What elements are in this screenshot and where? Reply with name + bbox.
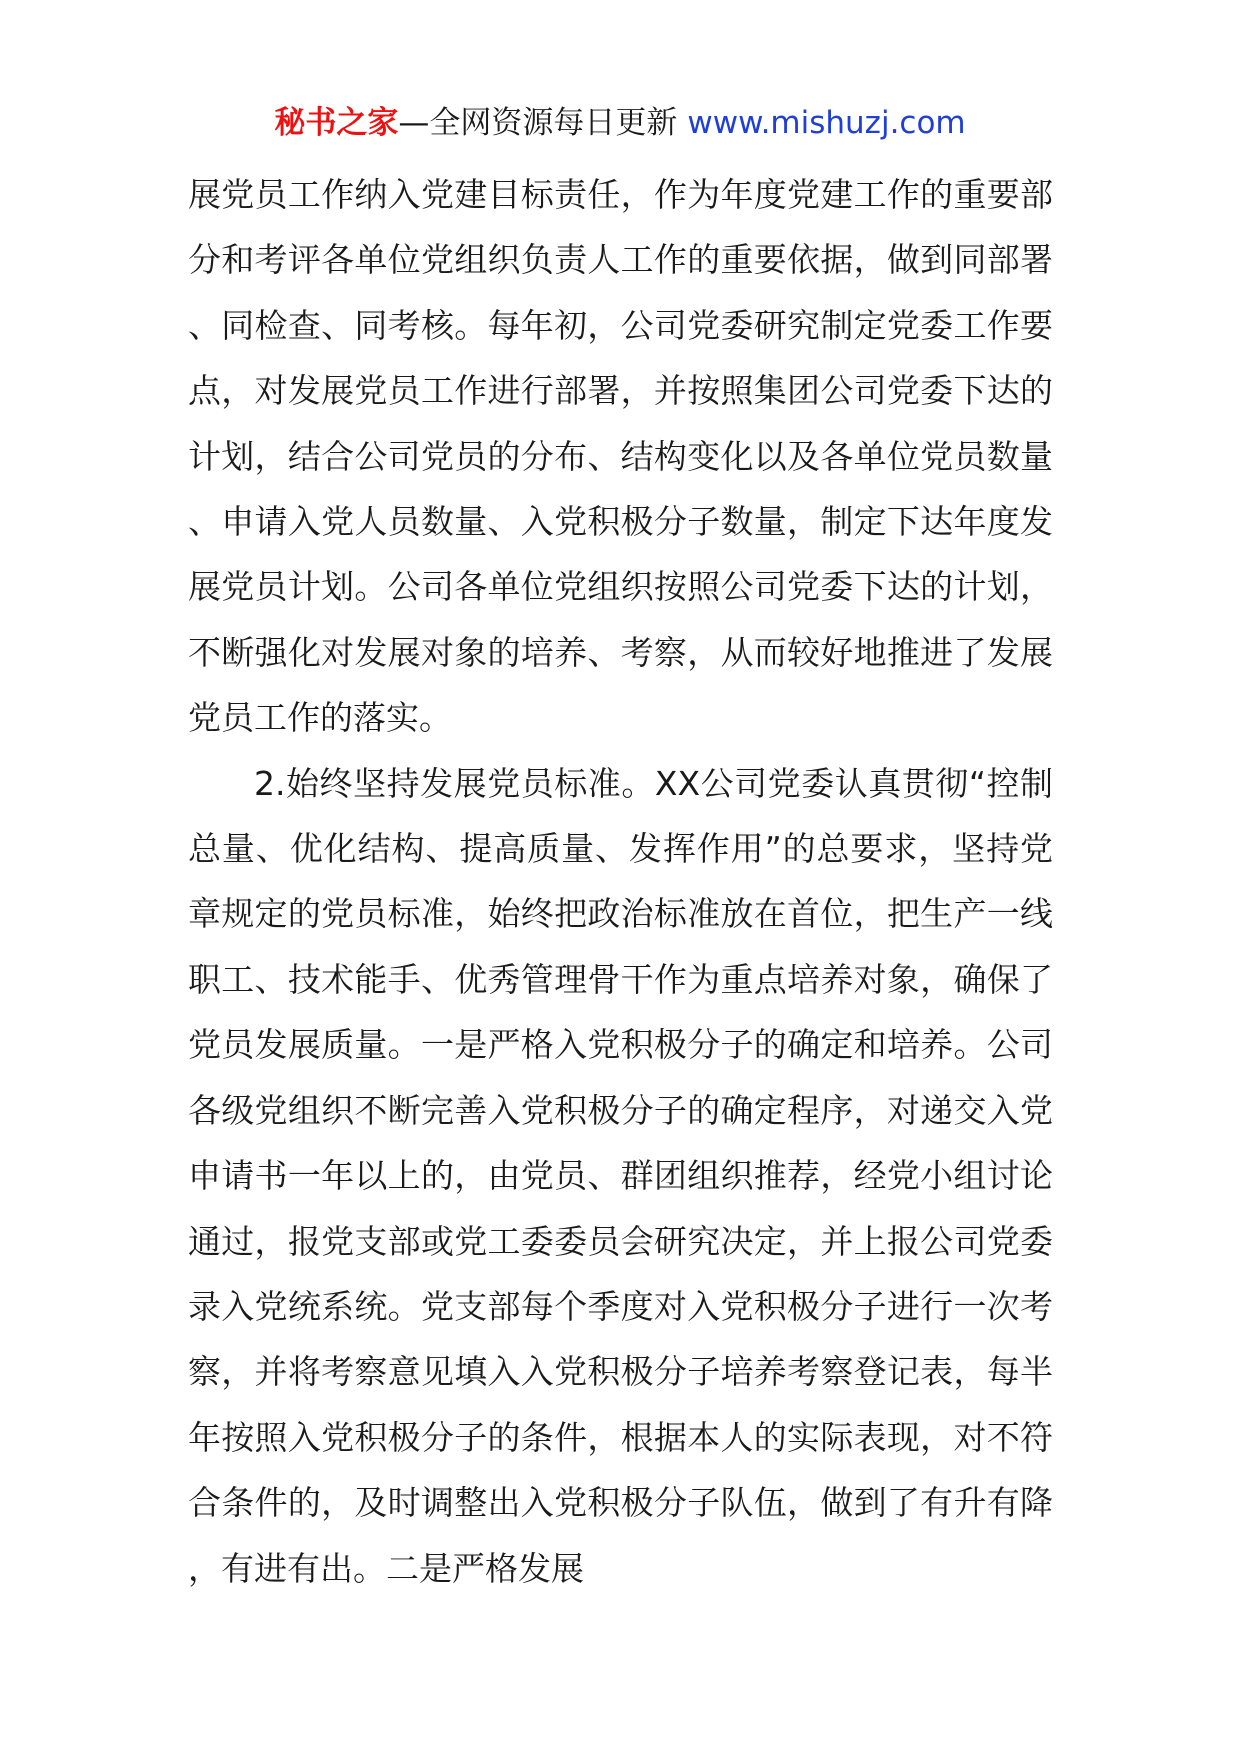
site-url-link[interactable]: www.mishuzj.com xyxy=(687,105,966,141)
brand-name: 秘书之家 xyxy=(274,105,399,141)
paragraph-section-2: 2.始终坚持发展党员标准。XX公司党委认真贯彻“控制总量、优化结构、提高质量、发挥作用”的总要求，坚持党章规定的党员标准，始终把政治标准放在首位，把生产一线职工、技术能手、优秀管理骨干作为重点培养对象，确保了党员发展质量。一是严格入党积极分子的确定和培养。公司各级党组织不断完善入党积极分子的确定程序，对递交入党申请书一年以上的，由党员、群团组织推荐，经党小组讨论通过，报党支部或党工委委员会研究决定，并上报公司党委录入党统系统。党支部每个季度对入党积极分子进行一次考察，并将考察意见填入入党积极分子培养考察登记表，每半年按照入党积极分子的条件，根据本人的实际表现，对不符合条件的，及时调整出入党积极分子队伍，做到了有升有降，有进有出。二是严格发展 xyxy=(188,763,1053,1588)
document-body xyxy=(188,162,1053,1601)
page-header xyxy=(0,103,1240,143)
header-slogan: —全网资源每日更新 xyxy=(398,105,678,141)
paragraph-continuation: 展党员工作纳入党建目标责任，作为年度党建工作的重要部分和考评各单位党组织负责人工作的重要依据，做到同部署、同检查、同考核。每年初，公司党委研究制定党委工作要点，对发展党员工作进行部署，并按照集团公司党委下达的计划，结合公司党员的分布、结构变化以及各单位党员数量、申请入党人员数量、入党积极分子数量，制定下达年度发展党员计划。公司各单位党组织按照公司党委下达的计划，不断强化对发展对象的培养、考察，从而较好地推进了发展党员工作的落实。 xyxy=(188,175,1053,738)
